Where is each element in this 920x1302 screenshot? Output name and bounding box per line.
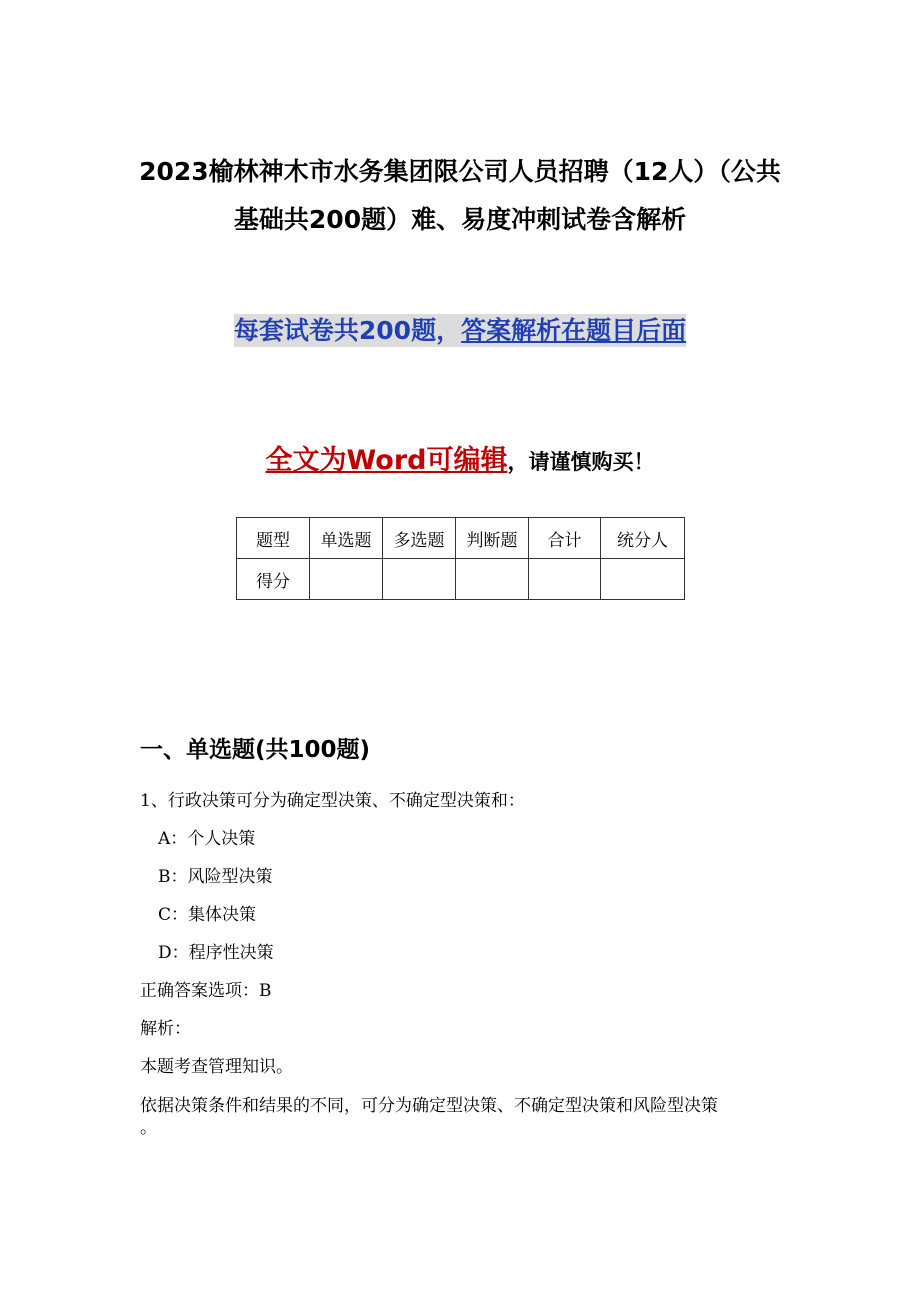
score-table-header-row	[237, 518, 685, 559]
score-cell-multi[interactable]	[383, 559, 456, 600]
score-cell-judge[interactable]	[456, 559, 529, 600]
analysis-line-2: 依据决策条件和结果的不同，可分为确定型决策、不确定型决策和风险型决策	[140, 1096, 718, 1116]
purchase-warning: ，请谨慎购买！	[507, 450, 655, 474]
question-stem: 1、行政决策可分为确定型决策、不确定型决策和：	[140, 791, 525, 811]
document-title-line-1: 2023榆林神木市水务集团限公司人员招聘（12人）（公共	[139, 157, 781, 186]
score-row-label: 得分	[237, 559, 310, 600]
score-cell-total[interactable]	[529, 559, 601, 600]
score-header-multi: 多选题	[383, 518, 456, 559]
option-a: A：个人决策	[158, 829, 256, 849]
analysis-label: 解析：	[140, 1019, 191, 1039]
correct-answer: 正确答案选项：B	[140, 981, 272, 1001]
analysis-line-1: 本题考查管理知识。	[140, 1057, 293, 1077]
score-header-type: 题型	[237, 518, 310, 559]
document-title-line-2: 基础共200题）难、易度冲刺试卷含解析	[233, 205, 687, 234]
option-c: C：集体决策	[158, 905, 257, 925]
subtitle	[0, 314, 920, 348]
analysis-line-3: 。	[140, 1118, 157, 1138]
score-cell-single[interactable]	[310, 559, 383, 600]
score-header-judge: 判断题	[456, 518, 529, 559]
score-header-single: 单选题	[310, 518, 383, 559]
word-editable-link[interactable]: 全文为Word可编辑	[265, 445, 508, 476]
score-table	[236, 517, 685, 600]
option-d: D：程序性决策	[158, 943, 274, 963]
subtitle-part-1: 每套试卷共200题，	[233, 316, 462, 345]
score-table-score-row	[237, 559, 685, 600]
section-heading: 一、单选题(共100题)	[140, 737, 371, 763]
word-editable-notice	[0, 442, 920, 483]
subtitle-highlight	[234, 314, 686, 347]
score-header-total: 合计	[529, 518, 601, 559]
score-cell-grader[interactable]	[601, 559, 685, 600]
score-header-grader: 统分人	[601, 518, 685, 559]
subtitle-link[interactable]: 答案解析在题目后面	[461, 316, 687, 345]
option-b: B：风险型决策	[158, 867, 273, 887]
